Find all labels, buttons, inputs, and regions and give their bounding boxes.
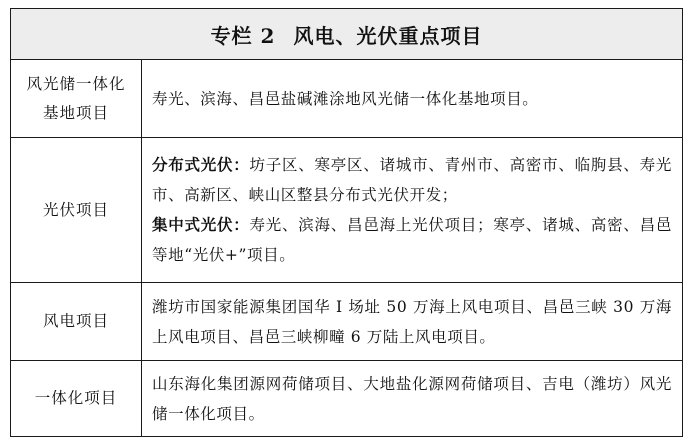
paragraph-heading: 集中式光伏： — [152, 215, 250, 234]
content-paragraph — [152, 150, 672, 210]
paragraph-text: 寿光、滨海、昌邑海上光伏项目；寒亭、诸城、高密、昌邑等地“光伏+”项目。 — [152, 216, 673, 264]
title-row — [11, 9, 683, 60]
row-label-line: 风光储一体化 — [26, 74, 126, 93]
table-title — [11, 9, 683, 60]
row-label: 光伏项目 — [11, 138, 142, 283]
table-row — [11, 361, 683, 437]
row-label-line: 基地项目 — [42, 103, 109, 122]
paragraph-heading: 分布式光伏： — [152, 155, 250, 174]
project-table — [10, 8, 683, 437]
table-row — [11, 283, 683, 361]
table-row — [11, 60, 683, 138]
row-label: 一体化项目 — [11, 361, 142, 437]
row-content: 山东海化集团源网荷储项目、大地盐化源网荷储项目、吉电（潍坊）风光储一体化项目。 — [142, 361, 683, 437]
paragraph-text: 坊子区、寒亭区、诸城市、青州市、高密市、临朐县、寿光市、高新区、峡山区整县分布式光伏开发； — [152, 156, 673, 204]
content-paragraph — [152, 210, 672, 270]
title-text: 风电、光伏重点项目 — [293, 23, 483, 48]
row-content: 寿光、滨海、昌邑盐碱滩涂地风光储一体化基地项目。 — [142, 60, 683, 138]
row-label — [11, 60, 142, 138]
row-label: 风电项目 — [11, 283, 142, 361]
table-row — [11, 138, 683, 283]
row-content — [142, 138, 683, 283]
column-number: 专栏 2 — [210, 23, 276, 48]
row-content: 潍坊市国家能源集团国华 I 场址 50 万海上风电项目、昌邑三峡 30 万海上风电项目、昌邑三峡柳疃 6 万陆上风电项目。 — [142, 283, 683, 361]
